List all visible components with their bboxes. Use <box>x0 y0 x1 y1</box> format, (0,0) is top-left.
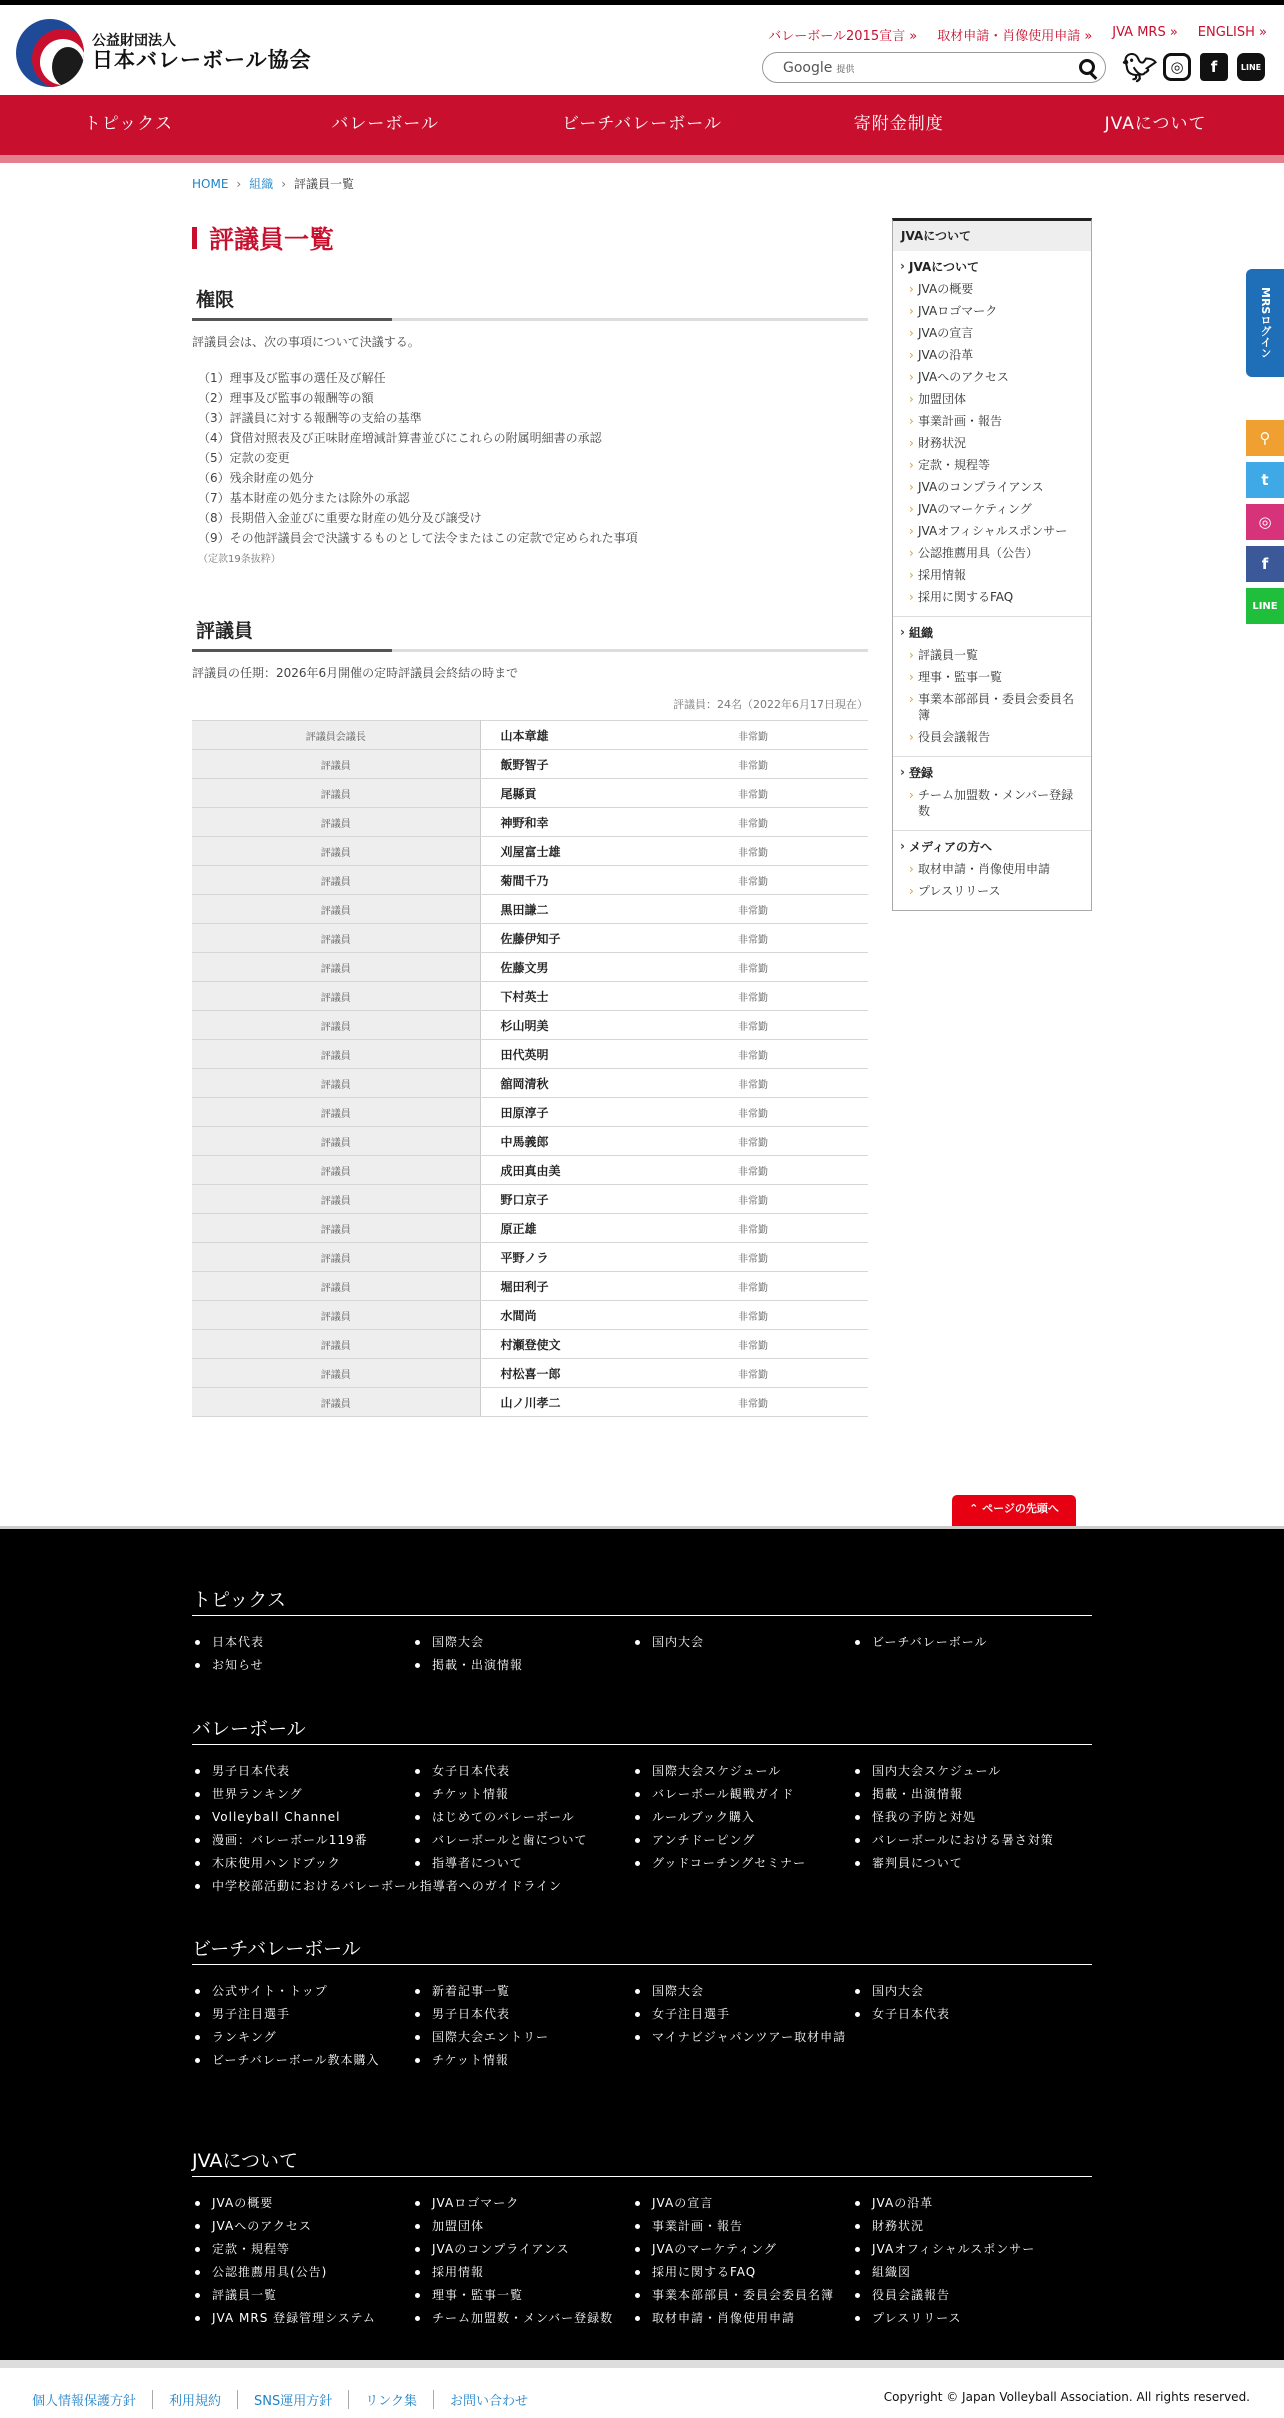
footer-section-title: JVAについて <box>192 2150 299 2172</box>
footer-link[interactable]: プレスリリース <box>852 2310 1072 2327</box>
footer-section <box>192 2146 1092 2327</box>
footer-section-title: バレーボール <box>192 1718 306 1740</box>
authority-item: （5）定款の変更 <box>198 451 290 465</box>
footer-link[interactable]: 掲載・出演情報 <box>852 1786 1072 1803</box>
footer-link[interactable]: グッドコーチングセミナー <box>632 1855 852 1872</box>
footer-link[interactable]: JVAの沿革 <box>852 2195 1072 2212</box>
page-title <box>192 218 868 258</box>
link-contact[interactable]: お問い合わせ <box>433 2390 544 2409</box>
councilor-role: 評議員 <box>192 953 480 982</box>
councilor-name: 佐藤伊知子 <box>480 924 728 953</box>
councilor-status: 非常勤 <box>728 1040 868 1069</box>
footer-rule <box>192 1964 1092 1965</box>
sidebar-item[interactable]: › 定款・規程等 <box>893 454 1091 476</box>
breadcrumb-home[interactable]: HOME <box>192 176 229 191</box>
councilor-role: 評議員 <box>192 1069 480 1098</box>
footer-link[interactable]: 国際大会 <box>632 1983 852 2000</box>
councilor-count: 評議員：24名（2022年6月17日現在） <box>673 698 868 711</box>
table-row <box>192 895 868 924</box>
councilor-name: 舘岡清秋 <box>480 1069 728 1098</box>
councilor-status: 非常勤 <box>728 1069 868 1098</box>
footer-link[interactable]: はじめてのバレーボール <box>412 1809 632 1826</box>
footer-link[interactable]: 組織図 <box>852 2264 1072 2281</box>
councilor-name: 野口京子 <box>480 1185 728 1214</box>
councilor-role: 評議員 <box>192 1040 480 1069</box>
footer-link[interactable]: 怪我の予防と対処 <box>852 1809 1072 1826</box>
footer-link[interactable]: JVAロゴマーク <box>412 2195 632 2212</box>
footer-link[interactable]: 取材申請・肖像使用申請 <box>632 2310 852 2327</box>
nav-about[interactable]: JVAについて <box>1104 114 1207 134</box>
councilor-status: 非常勤 <box>728 750 868 779</box>
councilor-name: 神野和幸 <box>480 808 728 837</box>
chevron-up-icon: ⌃ <box>969 1502 983 1515</box>
sidebar-item[interactable]: › 評議員一覧 <box>893 644 1091 666</box>
table-row <box>192 982 868 1011</box>
footer-rule <box>192 2176 1092 2177</box>
sidebar-header: JVAについて <box>893 221 1091 251</box>
councilor-role: 評議員 <box>192 1301 480 1330</box>
table-row <box>192 953 868 982</box>
sidebar-item[interactable]: › JVAの宣言 <box>893 322 1091 344</box>
table-row <box>192 1127 868 1156</box>
councilor-table <box>192 720 868 1417</box>
link-privacy[interactable]: 個人情報保護方針 <box>32 2394 137 2409</box>
logo-subtitle: 公益財団法人 <box>92 32 176 49</box>
footer-link[interactable]: 男子日本代表 <box>412 2006 632 2023</box>
table-row <box>192 1069 868 1098</box>
councilor-role: 評議員 <box>192 982 480 1011</box>
footer-rule <box>192 1615 1092 1616</box>
footer-link[interactable]: アンチドーピング <box>632 1832 852 1849</box>
councilor-name: 平野ノラ <box>480 1243 728 1272</box>
search-brand: Google 提供 <box>783 60 855 76</box>
footer-link[interactable]: チーム加盟数・メンバー登録数 <box>412 2310 632 2327</box>
councilor-status: 非常勤 <box>728 1330 868 1359</box>
councilor-role: 評議員 <box>192 866 480 895</box>
councilor-name: 成田真由美 <box>480 1156 728 1185</box>
footer-section-title: ビーチバレーボール <box>192 1938 361 1960</box>
line-icon[interactable]: LINE <box>1237 53 1265 81</box>
sidebar-group-title[interactable]: › 登録 <box>893 763 1091 784</box>
footer-link[interactable]: 新着記事一覧 <box>412 1983 632 2000</box>
councilor-role: 評議員 <box>192 1359 480 1388</box>
link-terms[interactable]: 利用規約 <box>152 2390 237 2409</box>
footer-link[interactable]: マイナビジャパンツアー取材申請 <box>632 2029 852 2046</box>
footer-link[interactable]: 女子日本代表 <box>412 1763 632 1780</box>
footer-link[interactable]: JVAのコンプライアンス <box>412 2241 632 2258</box>
authority-item: （2）理事及び監事の報酬等の額 <box>198 391 374 405</box>
councilor-status: 非常勤 <box>728 924 868 953</box>
councilor-role: 評議員 <box>192 895 480 924</box>
table-row <box>192 721 868 750</box>
footer-link[interactable]: ルールブック購入 <box>632 1809 852 1826</box>
sidebar-item[interactable]: › 役員会議報告 <box>893 726 1091 748</box>
councilor-role: 評議員 <box>192 1330 480 1359</box>
authority-intro: 評議員会は、次の事項について決議する。 <box>192 335 420 349</box>
councilor-name: 菊間千乃 <box>480 866 728 895</box>
table-row <box>192 1301 868 1330</box>
social-links <box>1122 50 1265 84</box>
footer-link[interactable]: 国際大会 <box>412 1634 632 1651</box>
link-links[interactable]: リンク集 <box>348 2390 433 2409</box>
councilor-status: 非常勤 <box>728 1359 868 1388</box>
councilor-name: 山本章雄 <box>480 721 728 750</box>
instagram-icon[interactable]: ◎ <box>1163 53 1191 81</box>
to-top-label: ページの先頭へ <box>982 1502 1059 1515</box>
footer-link[interactable]: ビーチバレーボール教本購入 <box>192 2052 412 2069</box>
councilor-role: 評議員 <box>192 1098 480 1127</box>
footer-section-title: トピックス <box>192 1589 287 1611</box>
councilor-name: 杉山明美 <box>480 1011 728 1040</box>
footer-link[interactable]: 男子日本代表 <box>192 1763 412 1780</box>
councilor-name: 刈屋富士雄 <box>480 837 728 866</box>
sidebar-item[interactable]: › 事業計画・報告 <box>893 410 1091 432</box>
councilor-role: 評議員 <box>192 1388 480 1417</box>
authority-item: （9）その他評議員会で決議するものとして法令またはこの定款で定められた事項 <box>198 531 638 545</box>
footer-link[interactable]: JVA MRS 登録管理システム <box>192 2310 412 2327</box>
page-title-text: 評議員一覧 <box>209 225 335 254</box>
councilor-name: 田原淳子 <box>480 1098 728 1127</box>
councilor-status: 非常勤 <box>728 953 868 982</box>
footer-link[interactable]: 公認推薦用具(公告) <box>192 2264 412 2281</box>
councilor-name: 中馬義郎 <box>480 1127 728 1156</box>
councilor-role: 評議員 <box>192 1272 480 1301</box>
authority-note: （定款19条抜粋） <box>198 554 281 565</box>
table-row <box>192 808 868 837</box>
table-row <box>192 1359 868 1388</box>
table-row <box>192 1243 868 1272</box>
authority-item: （1）理事及び監事の選任及び解任 <box>198 371 386 385</box>
councilor-name: 下村英士 <box>480 982 728 1011</box>
footer-link[interactable]: 役員会議報告 <box>852 2287 1072 2304</box>
councilor-role: 評議員 <box>192 750 480 779</box>
councilor-name: 山ノ川孝二 <box>480 1388 728 1417</box>
table-row <box>192 1185 868 1214</box>
footer-link[interactable]: 国際大会エントリー <box>412 2029 632 2046</box>
table-row <box>192 1214 868 1243</box>
authority-item: （6）残余財産の処分 <box>198 471 314 485</box>
councilor-name: 黒田謙二 <box>480 895 728 924</box>
line-float-icon[interactable]: LINE <box>1246 588 1284 624</box>
councilor-heading: 評議員 <box>196 620 254 642</box>
main-content <box>192 218 868 1417</box>
chevron-right-icon: › <box>281 176 287 191</box>
sidebar-item[interactable]: › 理事・監事一覧 <box>893 666 1091 688</box>
footer-link[interactable]: JVAの概要 <box>192 2195 412 2212</box>
nav-donation[interactable]: 寄附金制度 <box>853 114 944 134</box>
sidebar-item[interactable]: › JVAの概要 <box>893 278 1091 300</box>
footer-link[interactable]: バレーボールと歯について <box>412 1832 632 1849</box>
sidebar-group-title[interactable]: › 組織 <box>893 623 1091 644</box>
sidebar-item[interactable]: › JVAへのアクセス <box>893 366 1091 388</box>
footer-link[interactable]: 国内大会スケジュール <box>852 1763 1072 1780</box>
footer-link[interactable]: バレーボール観戦ガイド <box>632 1786 852 1803</box>
main-nav <box>0 95 1284 155</box>
councilor-name: 田代英明 <box>480 1040 728 1069</box>
councilor-status: 非常勤 <box>728 1388 868 1417</box>
footer-link[interactable]: ビーチバレーボール <box>852 1634 1072 1651</box>
councilor-status: 非常勤 <box>728 1185 868 1214</box>
site-header <box>0 5 1284 95</box>
twitter-icon[interactable]: 🐦︎ <box>1122 50 1158 84</box>
sidebar-group <box>893 617 1091 757</box>
councilor-status: 非常勤 <box>728 837 868 866</box>
breadcrumb-org[interactable]: 組織 <box>249 177 274 191</box>
breadcrumb-current: 評議員一覧 <box>294 177 355 191</box>
top-link-2015[interactable]: バレーボール2015宣言 » <box>768 29 918 44</box>
footer-link[interactable]: 財務状況 <box>852 2218 1072 2235</box>
table-row <box>192 779 868 808</box>
sidebar-item[interactable]: › 加盟団体 <box>893 388 1091 410</box>
top-links <box>768 25 1267 44</box>
councilor-status: 非常勤 <box>728 1272 868 1301</box>
mrs-login-tab[interactable] <box>1246 269 1284 377</box>
councilor-status: 非常勤 <box>728 1156 868 1185</box>
footer-link[interactable]: 評議員一覧 <box>192 2287 412 2304</box>
councilor-role: 評議員 <box>192 837 480 866</box>
nav-volleyball[interactable]: バレーボール <box>331 114 440 134</box>
councilor-role: 評議員 <box>192 1185 480 1214</box>
facebook-float-icon[interactable]: f <box>1246 546 1284 582</box>
footer-link[interactable]: 採用に関するFAQ <box>632 2264 852 2281</box>
footer-link[interactable]: 事業本部部員・委員会委員名簿 <box>632 2287 852 2304</box>
top-link-mrs[interactable]: JVA MRS » <box>1112 25 1178 40</box>
councilor-status: 非常勤 <box>728 779 868 808</box>
councilor-role: 評議員 <box>192 1127 480 1156</box>
chevron-right-icon: › <box>236 176 242 191</box>
footer-rule <box>192 1744 1092 1745</box>
councilor-status: 非常勤 <box>728 866 868 895</box>
councilor-name: 尾縣貢 <box>480 779 728 808</box>
footer-link[interactable]: 公式サイト・トップ <box>192 1983 412 2000</box>
sidebar-group <box>893 251 1091 617</box>
footer-link[interactable]: 採用情報 <box>412 2264 632 2281</box>
footer-link[interactable]: 定款・規程等 <box>192 2241 412 2258</box>
footer-link[interactable]: 指導者について <box>412 1855 632 1872</box>
footer-link-list <box>192 1983 1092 2069</box>
footer-link[interactable]: ランキング <box>192 2029 412 2046</box>
site-footer <box>0 1526 1284 2360</box>
table-row <box>192 1388 868 1417</box>
footer-link[interactable]: 国際大会スケジュール <box>632 1763 852 1780</box>
instagram-float-icon[interactable]: ◎ <box>1246 504 1284 540</box>
logo-title: 日本バレーボール協会 <box>92 48 312 73</box>
footer-section <box>192 1934 1092 2069</box>
table-row <box>192 750 868 779</box>
councilor-name: 水間尚 <box>480 1301 728 1330</box>
councilor-status: 非常勤 <box>728 1301 868 1330</box>
footer-link[interactable]: JVAの宣言 <box>632 2195 852 2212</box>
footer-link[interactable]: 世界ランキング <box>192 1786 412 1803</box>
authority-list <box>192 368 868 548</box>
table-row <box>192 924 868 953</box>
facebook-icon[interactable]: f <box>1200 53 1228 81</box>
footer-section <box>192 1585 1092 1674</box>
footer-link[interactable]: 理事・監事一覧 <box>412 2287 632 2304</box>
councilor-role: 評議員 <box>192 1156 480 1185</box>
footer-section <box>192 1714 1092 1895</box>
to-top-button[interactable] <box>952 1495 1076 1526</box>
link-sns-policy[interactable]: SNS運用方針 <box>237 2390 348 2409</box>
councilor-name: 原正雄 <box>480 1214 728 1243</box>
footer-link[interactable]: 女子注目選手 <box>632 2006 852 2023</box>
councilor-status: 非常勤 <box>728 1243 868 1272</box>
authority-item: （8）長期借入金並びに重要な財産の処分及び譲受け <box>198 511 482 525</box>
table-row <box>192 1330 868 1359</box>
table-row <box>192 1040 868 1069</box>
sidebar-item[interactable]: › 採用情報 <box>893 564 1091 586</box>
sidebar-group-title[interactable]: › メディアの方へ <box>893 837 1091 858</box>
councilor-status: 非常勤 <box>728 982 868 1011</box>
footer-link[interactable]: チケット情報 <box>412 1786 632 1803</box>
footer-link[interactable]: バレーボールにおける暑さ対策 <box>852 1832 1072 1849</box>
bottom-bar <box>0 2360 1284 2418</box>
sidebar-item[interactable]: › JVAのコンプライアンス <box>893 476 1091 498</box>
search-float-icon[interactable]: ⚲ <box>1246 420 1284 456</box>
councilor-name: 村瀬登使文 <box>480 1330 728 1359</box>
footer-link[interactable]: 中学校部活動におけるバレーボール指導者へのガイドライン <box>192 1878 1072 1895</box>
nav-beach[interactable]: ビーチバレーボール <box>562 114 722 134</box>
authority-heading: 権限 <box>196 289 235 311</box>
councilor-name: 堀田利子 <box>480 1272 728 1301</box>
councilor-role: 評議員 <box>192 924 480 953</box>
jva-logo-icon <box>16 19 84 87</box>
copyright: Copyright © Japan Volleyball Association. All rights reserved. <box>883 2390 1250 2404</box>
footer-link-list <box>192 2195 1092 2327</box>
footer-link[interactable]: お知らせ <box>192 1657 412 1674</box>
footer-link[interactable]: 国内大会 <box>632 1634 852 1651</box>
footer-link[interactable]: JVAのマーケティング <box>632 2241 852 2258</box>
councilor-status: 非常勤 <box>728 895 868 924</box>
table-row <box>192 1156 868 1185</box>
sidebar-item[interactable]: › 事業本部部員・委員会委員名簿 <box>893 688 1091 726</box>
nav-underline <box>0 155 1284 163</box>
councilor-role: 評議員 <box>192 779 480 808</box>
councilor-status: 非常勤 <box>728 1127 868 1156</box>
footer-link[interactable]: 木床使用ハンドブック <box>192 1855 412 1872</box>
sidebar-item[interactable]: › JVAオフィシャルスポンサー <box>893 520 1091 542</box>
footer-link[interactable]: Volleyball Channel <box>192 1809 412 1826</box>
site-logo[interactable] <box>16 19 312 87</box>
sidebar <box>892 218 1092 911</box>
footer-link[interactable]: 日本代表 <box>192 1634 412 1651</box>
sidebar-item[interactable]: › 採用に関するFAQ <box>893 586 1091 608</box>
footer-link-list <box>192 1763 1092 1895</box>
footer-link[interactable]: 加盟団体 <box>412 2218 632 2235</box>
breadcrumb <box>192 175 354 192</box>
table-row <box>192 1098 868 1127</box>
footer-link[interactable]: 事業計画・報告 <box>632 2218 852 2235</box>
councilor-name: 村松喜一郎 <box>480 1359 728 1388</box>
title-bar <box>192 227 197 249</box>
councilor-section <box>192 615 868 1417</box>
footer-link[interactable]: JVAへのアクセス <box>192 2218 412 2235</box>
councilor-status: 非常勤 <box>728 1011 868 1040</box>
sidebar-item[interactable]: › 取材申請・肖像使用申請 <box>893 858 1091 880</box>
footer-link[interactable]: JVAオフィシャルスポンサー <box>852 2241 1072 2258</box>
councilor-status: 非常勤 <box>728 1214 868 1243</box>
authority-item: （4）貸借対照表及び正味財産増減計算書並びにこれらの附属明細書の承認 <box>198 431 602 445</box>
footer-link[interactable]: 掲載・出演情報 <box>412 1657 632 1674</box>
councilor-role: 評議員 <box>192 1243 480 1272</box>
sidebar-group <box>893 831 1091 910</box>
footer-link[interactable]: 国内大会 <box>852 1983 1072 2000</box>
councilor-status: 非常勤 <box>728 721 868 750</box>
sidebar-item[interactable]: › JVAロゴマーク <box>893 300 1091 322</box>
search-input[interactable] <box>762 52 1106 83</box>
sidebar-group <box>893 757 1091 831</box>
sidebar-item[interactable]: › 財務状況 <box>893 432 1091 454</box>
heading-rule <box>192 649 868 652</box>
authority-item: （3）評議員に対する報酬等の支給の基準 <box>198 411 422 425</box>
sidebar-item[interactable]: › JVAのマーケティング <box>893 498 1091 520</box>
councilor-role: 評議員 <box>192 1011 480 1040</box>
footer-link[interactable]: 女子日本代表 <box>852 2006 1072 2023</box>
sidebar-item[interactable]: › プレスリリース <box>893 880 1091 902</box>
footer-link[interactable]: 審判員について <box>852 1855 1072 1872</box>
councilor-status: 非常勤 <box>728 808 868 837</box>
sidebar-group-title[interactable]: › JVAについて <box>893 257 1091 278</box>
footer-link[interactable]: 漫画：バレーボール119番 <box>192 1832 412 1849</box>
nav-topics[interactable]: トピックス <box>83 114 173 134</box>
footer-link[interactable]: 男子注目選手 <box>192 2006 412 2023</box>
bottom-links <box>32 2390 544 2409</box>
search-icon[interactable] <box>1079 59 1095 75</box>
sidebar-item[interactable]: › チーム加盟数・メンバー登録数 <box>893 784 1091 822</box>
councilor-term: 評議員の任期：2026年6月開催の定時評議員会終結の時まで <box>192 666 519 680</box>
table-row <box>192 837 868 866</box>
table-row <box>192 1272 868 1301</box>
councilor-name: 飯野智子 <box>480 750 728 779</box>
heading-rule <box>192 318 868 321</box>
councilor-name: 佐藤文男 <box>480 953 728 982</box>
top-link-english[interactable]: ENGLISH » <box>1197 25 1267 40</box>
authority-section <box>192 284 868 565</box>
sidebar-item[interactable]: › JVAの沿革 <box>893 344 1091 366</box>
councilor-role: 評議員 <box>192 808 480 837</box>
table-row <box>192 866 868 895</box>
councilor-role: 評議員会議長 <box>192 721 480 750</box>
mrs-login-label: MRSログイン <box>1259 287 1272 359</box>
councilor-status: 非常勤 <box>728 1098 868 1127</box>
sidebar-item[interactable]: › 公認推薦用具（公告） <box>893 542 1091 564</box>
councilor-role: 評議員 <box>192 1214 480 1243</box>
footer-link-list <box>192 1634 1092 1674</box>
authority-item: （7）基本財産の処分または除外の承認 <box>198 491 410 505</box>
table-row <box>192 1011 868 1040</box>
top-link-media[interactable]: 取材申請・肖像使用申請 » <box>937 29 1093 44</box>
twitter-float-icon[interactable]: t <box>1246 462 1284 498</box>
footer-link[interactable]: チケット情報 <box>412 2052 632 2069</box>
